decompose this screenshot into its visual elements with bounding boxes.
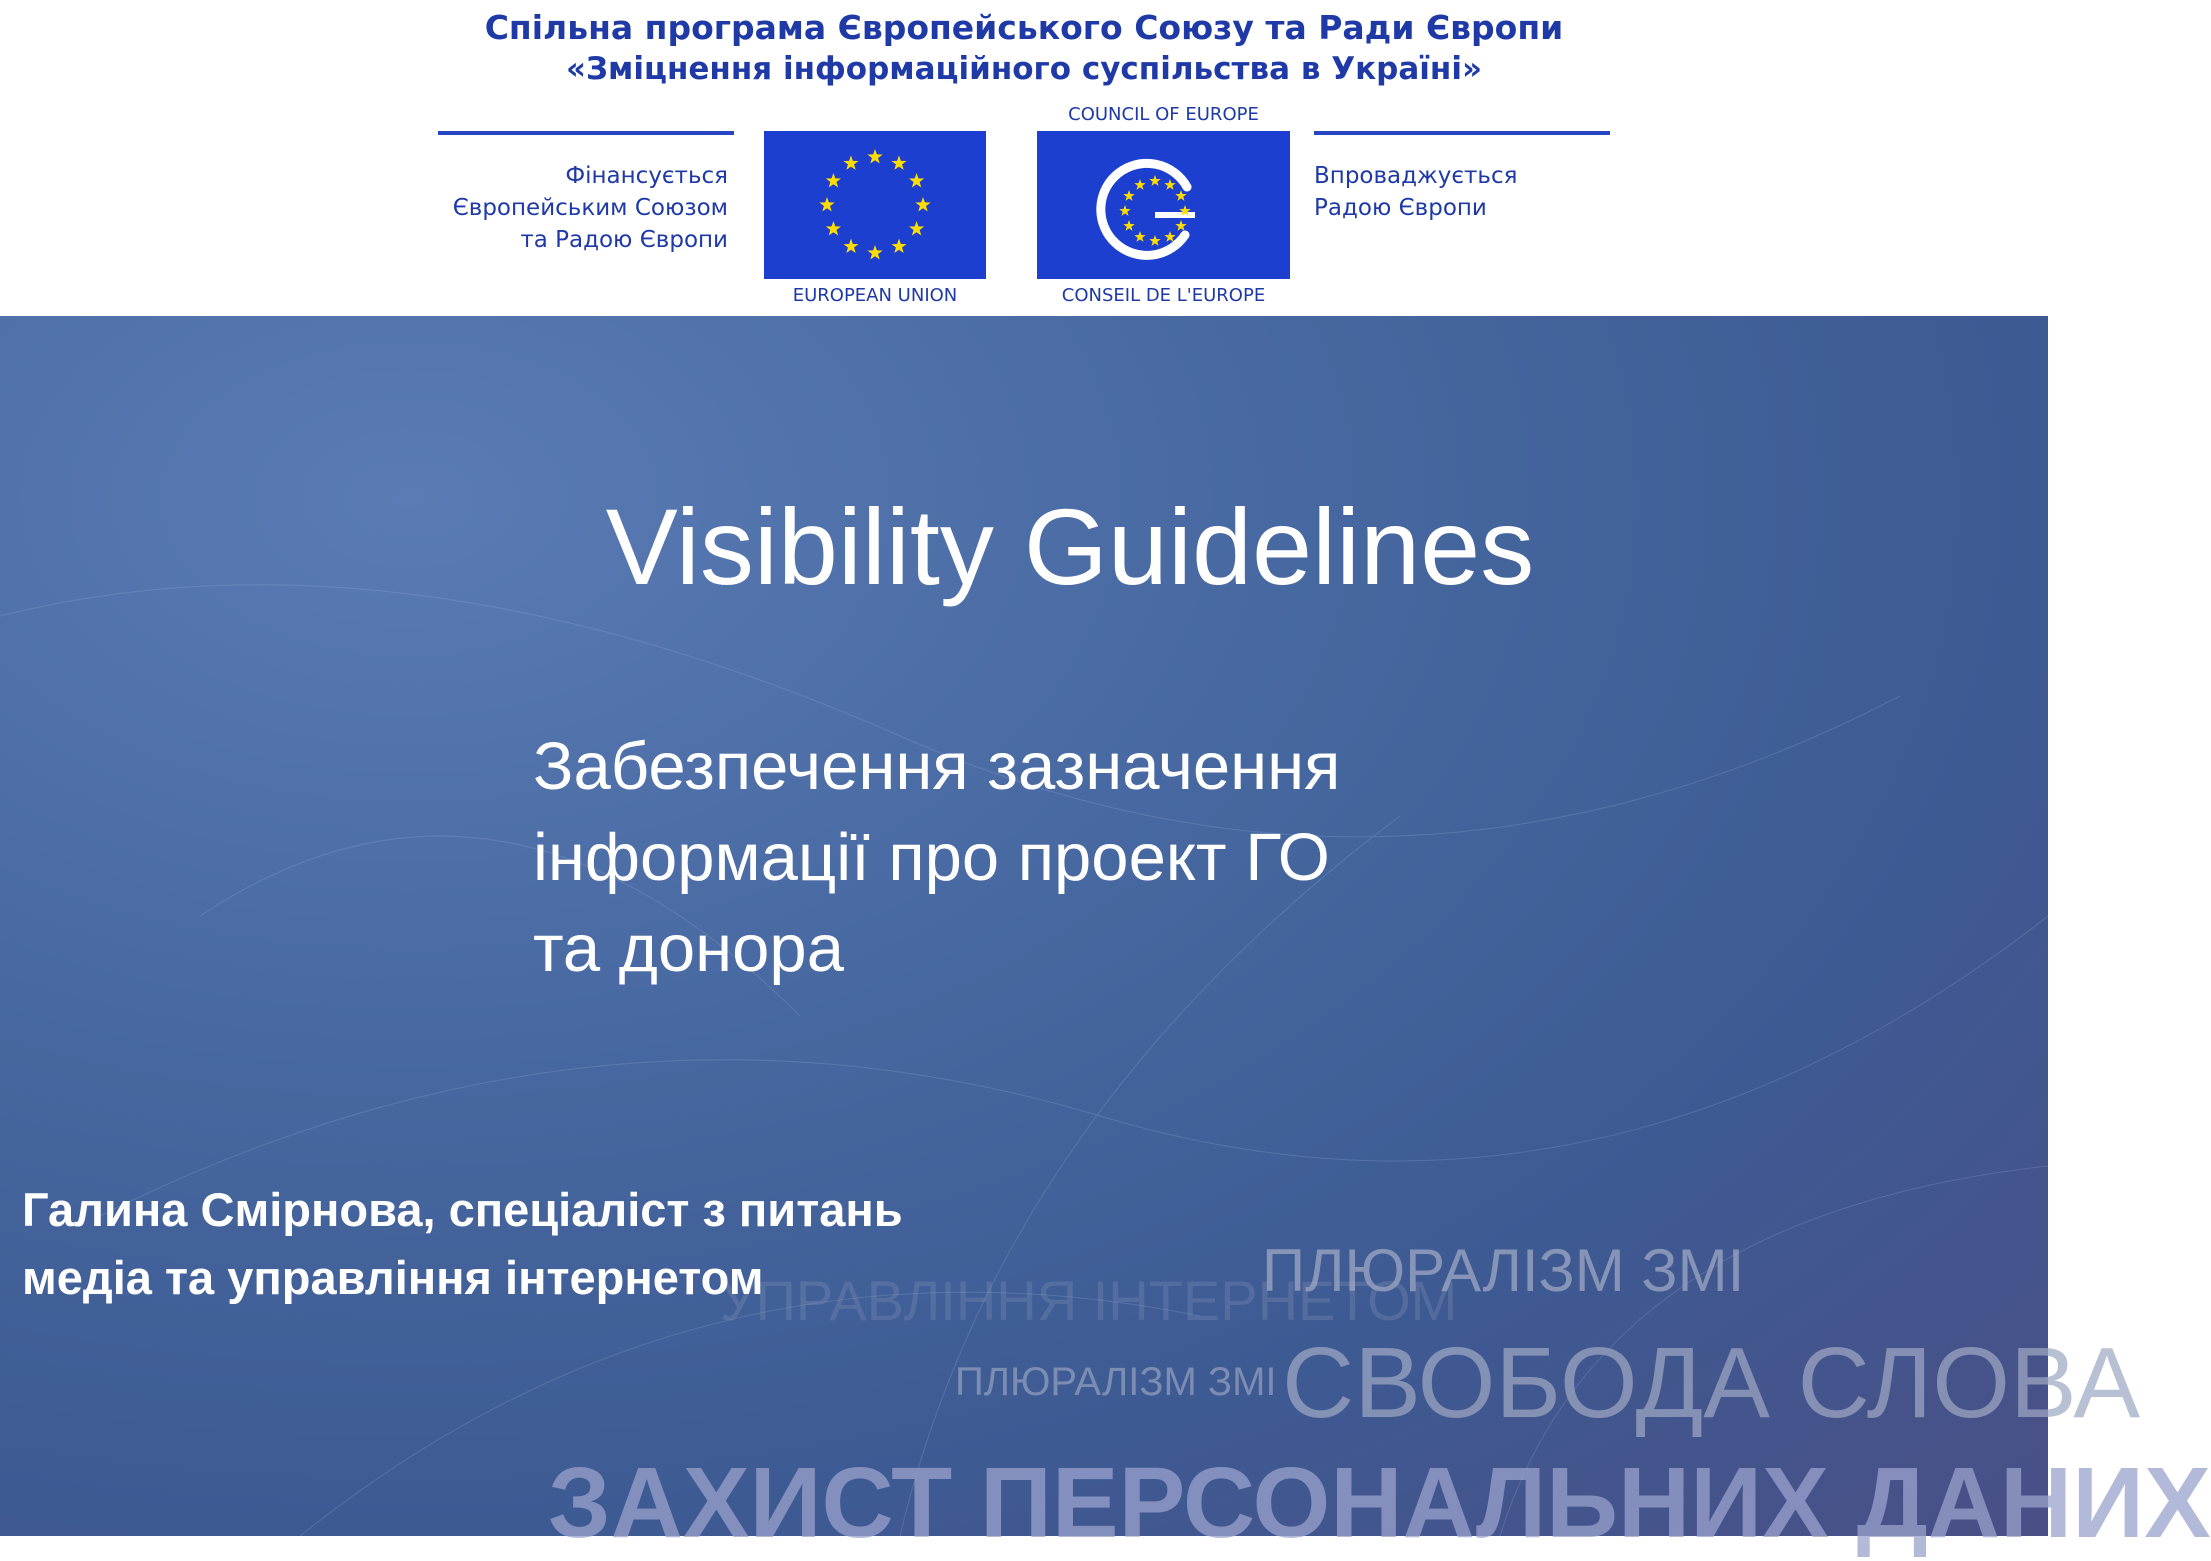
star-icon (909, 221, 924, 235)
star-icon (915, 197, 930, 211)
star-icon (1123, 220, 1134, 231)
star-icon (1134, 231, 1145, 242)
subtitle-line: Забезпечення зазначення (533, 729, 1341, 804)
right-divider (1314, 131, 1610, 135)
watermark-media-pluralism-small: ПЛЮРАЛІЗМ ЗМІ (955, 1360, 1277, 1404)
coe-emblem-icon (1037, 131, 1290, 279)
star-icon (891, 155, 906, 169)
programme-title-line2: «Зміцнення інформаційного суспільства в Україні» (566, 51, 1482, 87)
funded-by-line: Європейським Союзом (452, 195, 728, 221)
implemented-by-line: Радою Європи (1314, 195, 1487, 221)
watermark-data-protection: ЗАХИСТ ПЕРСОНАЛЬНИХ ДАНИХ (548, 1447, 2211, 1559)
star-icon (1164, 231, 1175, 242)
star-icon (867, 149, 882, 163)
star-icon (843, 155, 858, 169)
watermark-freedom-of-speech: СВОБОДА СЛОВА (1282, 1327, 2141, 1439)
star-icon (1134, 179, 1145, 190)
implemented-by-text (1314, 160, 1614, 224)
eu-caption: EUROPEAN UNION (792, 285, 958, 306)
author-credit (22, 1176, 1222, 1312)
star-icon (819, 197, 834, 211)
left-divider (438, 131, 734, 135)
star-icon (909, 173, 924, 187)
watermark-internet-governance: УПРАВЛІННЯ ІНТЕРНЕТОМ (720, 1269, 1458, 1332)
eu-flag-logo (764, 131, 986, 279)
funded-by-line: Фінансується (565, 163, 728, 189)
eu-stars-icon (764, 131, 986, 279)
star-icon (1123, 190, 1134, 201)
funded-by-text (430, 160, 728, 256)
slide-subtitle (533, 721, 1633, 994)
programme-title-line1: Спільна програма Європейського Союзу та Ради Європи (484, 8, 1564, 47)
star-icon (826, 221, 841, 235)
star-icon (1119, 205, 1130, 216)
star-icon (843, 239, 858, 253)
star-icon (1175, 220, 1186, 231)
subtitle-line: та донора (533, 911, 844, 986)
author-line: медіа та управління інтернетом (22, 1251, 764, 1304)
star-icon (826, 173, 841, 187)
star-icon (1164, 179, 1175, 190)
star-icon (891, 239, 906, 253)
funded-by-line: та Радою Європи (520, 227, 728, 253)
star-icon (1149, 175, 1160, 186)
coe-caption-bottom: CONSEIL DE L'EUROPE (1061, 285, 1266, 306)
star-icon (1175, 190, 1186, 201)
implemented-by-line: Впроваджується (1314, 163, 1518, 189)
coe-caption-top: COUNCIL OF EUROPE (1068, 104, 1259, 125)
watermark-media-pluralism: ПЛЮРАЛІЗМ ЗМІ (1262, 1237, 1745, 1304)
star-icon (867, 245, 882, 259)
programme-header (0, 0, 2048, 316)
subtitle-line: інформації про проект ГО (533, 820, 1330, 895)
slide-body (0, 316, 2211, 1559)
star-icon (1149, 235, 1160, 246)
author-line: Галина Смірнова, спеціаліст з питань (22, 1183, 903, 1236)
coe-flag-logo (1037, 131, 1290, 279)
slide-title: Visibility Guidelines (605, 486, 1535, 607)
